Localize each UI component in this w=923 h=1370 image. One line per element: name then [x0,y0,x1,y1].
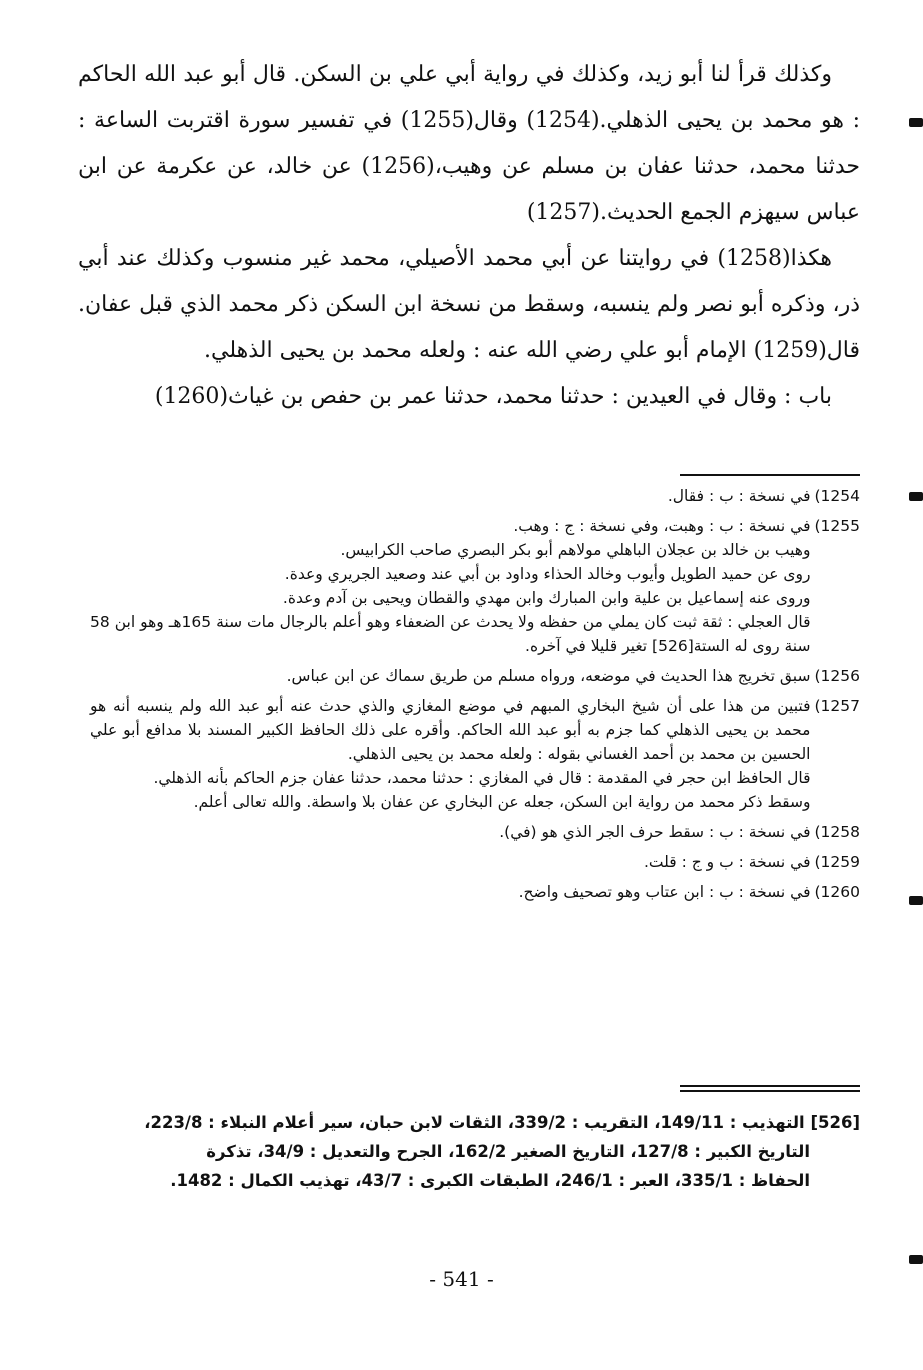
footnotes [90,484,860,904]
scan-edge-mark [909,1255,923,1264]
footnote-separator [680,474,860,476]
references [100,1108,860,1195]
footnote-line: فتبين من هذا على أن شيخ البخاري المبهم في موضع المغازي والذي حدث عنه أبو عبد الله ولم ينسبه أنه هو محمد بن يحيى الذهلي كما جزم به أبو عبد الله الحاكم. وأقره على ذلك الحافظ الكبير المسند بلا مدافع أبو علي الحسين بن محمد بن أحمد الغساني بقوله : ولعله محمد بن يحيى الذهلي. [90,697,811,763]
reference-line: التاريخ الكبير : 127/8، التاريخ الصغير 162/2، الجرح والتعديل : 34/9، تذكرة [206,1142,810,1161]
main-paragraph-2: هكذا(1258) في روايتنا عن أبي محمد الأصيلي، محمد غير منسوب وكذلك عند أبي ذر، وذكره أبو نصر ولم ينسبه، وسقط من نسخة ابن السكن ذكر محمد الذي قبل عفان. قال(1259) الإمام أبو علي رضي الله عنه : ولعله محمد بن يحيى الذهلي. [78,246,860,363]
footnote-number: 1260) [814,883,860,901]
footnote-line: في نسخة : ب : سقط حرف الجر الذي هو (في). [499,823,811,841]
footnote-1256 [90,664,860,688]
footnote-line: وهيب بن خالد بن عجلان الباهلي مولاهم أبو بكر البصري صاحب الكرابيس. [340,541,811,559]
scan-edge-mark [909,118,923,127]
reference-line: [526] التهذيب : 149/11، التقريب : 339/2، الثقات لابن حبان، سير أعلام النبلاء : 223/8، [144,1113,860,1132]
footnote-number: 1256) [814,667,860,685]
footnote-1258 [90,820,860,844]
footnote-number: 1259) [814,853,860,871]
footnote-1259 [90,850,860,874]
footnote-line: روى عن حميد الطويل وأيوب وخالد الحذاء وداود بن أبي عند وصعيد الجريري وعدة. [284,565,811,583]
main-paragraph-1: وكذلك قرأ لنا أبو زيد، وكذلك في رواية أبي علي بن السكن. قال أبو عبد الله الحاكم : هو محمد بن يحيى الذهلي.(1254) وقال(1255) في تفسير سورة اقتربت الساعة : حدثنا محمد، حدثنا عفان بن مسلم عن وهيب،(1256) عن خالد، عن عكرمة عن ابن عباس سيهزم الجمع الحديث.(1257) [78,62,861,225]
footnote-1254 [90,484,860,508]
main-text [78,52,860,420]
footnote-number: 1255) [814,517,860,535]
footnote-line: في نسخة : ب و ج : قلت. [643,853,811,871]
references-separator-bottom [680,1090,860,1092]
footnote-number: 1257) [814,697,860,715]
footnote-line: سبق تخريج هذا الحديث في موضعه، ورواه مسلم من طريق سماك عن ابن عباس. [286,667,811,685]
footnote-line: قال الحافظ ابن حجر في المقدمة : قال في المغازي : حدثنا محمد، حدثنا عفان جزم الحاكم بأنه الذهلي. [153,769,811,787]
reference-line: الحفاظ : 335/1، العبر : 246/1، الطبقات الكبرى : 43/7، تهذيب الكمال : 1482. [170,1171,810,1190]
main-paragraph-3: باب : وقال في العيدين : حدثنا محمد، حدثنا عمر بن حفص بن غياث(1260) [154,384,832,409]
footnote-1255 [90,514,860,658]
footnote-number: 1258) [814,823,860,841]
footnote-number: 1254) [814,487,860,505]
footnote-1260 [90,880,860,904]
footnote-line: قال العجلي : ثقة ثبت كان يملي من حفظه ولا يحدث عن الضعفاء وهو أعلم بالرجال مات سنة 165هـ وهو ابن 58 سنة روى له الستة[526] تغير قليلا في آخره. [90,613,811,655]
footnote-line: في نسخة : ب : فقال. [667,487,811,505]
footnote-line: وسقط ذكر محمد من رواية ابن السكن، جعله عن البخاري عن عفان بلا واسطة. والله تعالى أعلم. [193,793,811,811]
page-number: - 541 - [429,1267,494,1291]
footnote-line: في نسخة : ب : وهبت، وفي نسخة : ج : وهب. [513,517,811,535]
scan-edge-mark [909,492,923,501]
footnote-line: في نسخة : ب : ابن عتاب وهو تصحيف واضح. [518,883,811,901]
references-separator-top [680,1085,860,1087]
footnote-line: وروى عنه إسماعيل بن علية وابن المبارك وابن مهدي والقطان ويحيى بن آدم وعدة. [282,589,811,607]
scan-edge-mark [909,896,923,905]
footnote-1257 [90,694,860,814]
